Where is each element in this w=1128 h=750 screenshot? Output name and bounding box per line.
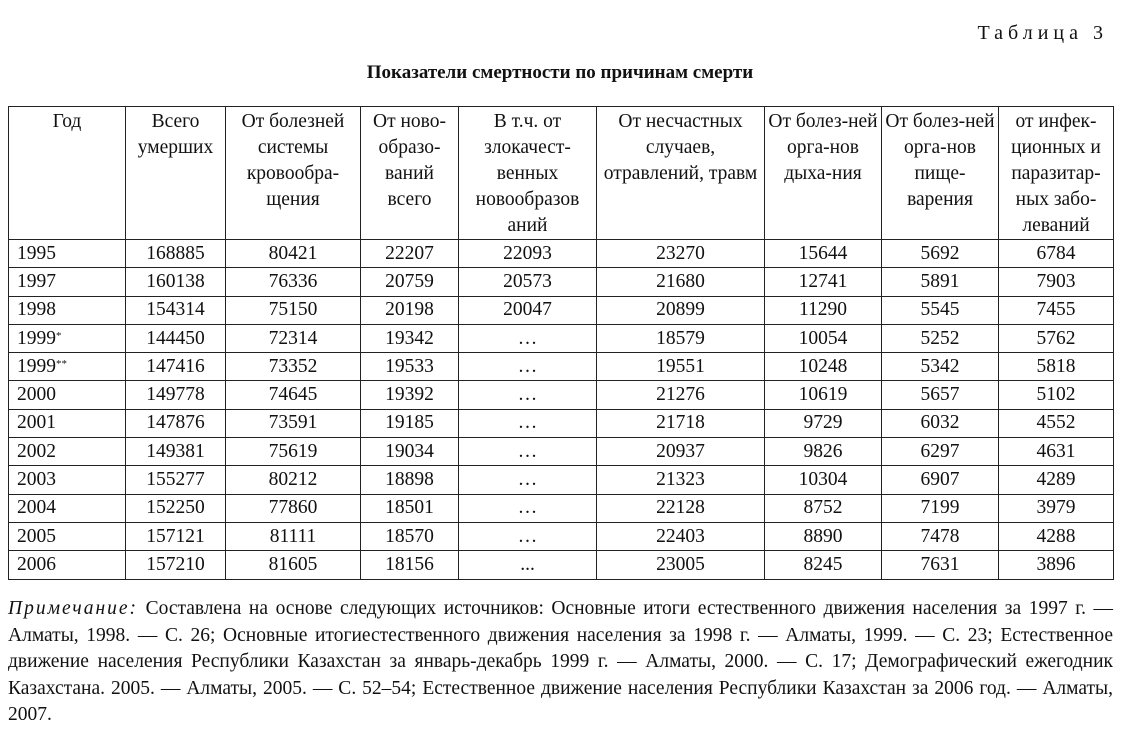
value-cell: 18570 [361,522,459,550]
value-cell: 6297 [882,438,999,466]
year-cell [9,409,126,437]
value-cell: 19034 [361,438,459,466]
value-cell: 5692 [882,240,999,268]
table-row [9,353,1114,381]
year-value: 2004 [17,497,56,519]
year-cell [9,268,126,296]
value-cell: ... [459,551,597,579]
value-cell: 80421 [226,240,361,268]
column-header: Всего умерших [126,107,226,240]
year-value: 2006 [17,553,56,575]
value-cell: 21276 [597,381,765,409]
value-cell: 4288 [999,522,1114,550]
value-cell: 152250 [126,494,226,522]
value-cell: 73352 [226,353,361,381]
value-cell: 147416 [126,353,226,381]
value-cell: 18898 [361,466,459,494]
table-row [9,268,1114,296]
column-header: От ново-образо-ваний всего [361,107,459,240]
table-row [9,522,1114,550]
table-row [9,466,1114,494]
table-row [9,296,1114,324]
value-cell: 76336 [226,268,361,296]
value-cell: 7455 [999,296,1114,324]
value-cell: 6907 [882,466,999,494]
value-cell: 5102 [999,381,1114,409]
column-header: Год [9,107,126,240]
value-cell: 11290 [765,296,882,324]
value-cell: … [459,494,597,522]
value-cell: 10248 [765,353,882,381]
value-cell: 22403 [597,522,765,550]
value-cell: 144450 [126,324,226,352]
year-cell [9,438,126,466]
value-cell: 18579 [597,324,765,352]
value-cell: 155277 [126,466,226,494]
value-cell: 19342 [361,324,459,352]
year-value: 2002 [17,440,56,462]
year-cell [9,466,126,494]
value-cell: 19185 [361,409,459,437]
value-cell: 10054 [765,324,882,352]
value-cell: 5545 [882,296,999,324]
value-cell: 15644 [765,240,882,268]
value-cell: 75150 [226,296,361,324]
column-header: От болезней системы кровообра-щения [226,107,361,240]
value-cell: 80212 [226,466,361,494]
value-cell: 19533 [361,353,459,381]
value-cell: 8245 [765,551,882,579]
value-cell: 7903 [999,268,1114,296]
value-cell: 7631 [882,551,999,579]
value-cell: 6032 [882,409,999,437]
value-cell: 157121 [126,522,226,550]
value-cell: 5342 [882,353,999,381]
value-cell: 12741 [765,268,882,296]
table-row [9,409,1114,437]
value-cell: 20937 [597,438,765,466]
value-cell: 19551 [597,353,765,381]
year-value: 2003 [17,469,56,491]
value-cell: 5252 [882,324,999,352]
year-value: 2001 [17,412,56,434]
value-cell: … [459,522,597,550]
value-cell: 21323 [597,466,765,494]
year-value: 2000 [17,384,56,406]
value-cell: 10304 [765,466,882,494]
table-row [9,494,1114,522]
value-cell: … [459,466,597,494]
value-cell: 72314 [226,324,361,352]
value-cell: 9729 [765,409,882,437]
value-cell: 20198 [361,296,459,324]
value-cell: 149778 [126,381,226,409]
year-cell [9,494,126,522]
column-header: От болез-ней орга-нов дыха-ния [765,107,882,240]
header-row [9,107,1114,240]
note-label: Примечание: [8,598,139,619]
value-cell: 5762 [999,324,1114,352]
value-cell: 21718 [597,409,765,437]
value-cell: 168885 [126,240,226,268]
value-cell: 75619 [226,438,361,466]
value-cell: … [459,324,597,352]
year-cell [9,551,126,579]
year-cell [9,522,126,550]
value-cell: 20573 [459,268,597,296]
value-cell: 81111 [226,522,361,550]
value-cell: 5657 [882,381,999,409]
value-cell: 9826 [765,438,882,466]
year-value: 1997 [17,270,56,292]
value-cell: 147876 [126,409,226,437]
year-value: 1998 [17,299,56,321]
year-cell [9,324,126,352]
table-number-label: Таблица 3 [977,22,1108,44]
value-cell: 5818 [999,353,1114,381]
value-cell: 10619 [765,381,882,409]
value-cell: 23005 [597,551,765,579]
value-cell: 77860 [226,494,361,522]
table-row [9,381,1114,409]
year-value: 1999 [17,355,56,377]
year-cell [9,296,126,324]
year-cell [9,381,126,409]
value-cell: 20047 [459,296,597,324]
value-cell: … [459,353,597,381]
value-cell: 22093 [459,240,597,268]
value-cell: 22128 [597,494,765,522]
value-cell: 20899 [597,296,765,324]
value-cell: 7478 [882,522,999,550]
value-cell: 19392 [361,381,459,409]
value-cell: 160138 [126,268,226,296]
year-cell [9,240,126,268]
table-row [9,240,1114,268]
column-header: От несчастных случаев, отравлений, травм [597,107,765,240]
value-cell: 4552 [999,409,1114,437]
value-cell: 154314 [126,296,226,324]
table-row [9,551,1114,579]
value-cell: 18156 [361,551,459,579]
value-cell: 6784 [999,240,1114,268]
value-cell: 74645 [226,381,361,409]
value-cell: 149381 [126,438,226,466]
value-cell: 73591 [226,409,361,437]
source-note [8,596,1113,729]
value-cell: 18501 [361,494,459,522]
value-cell: 21680 [597,268,765,296]
footnote-mark: * [56,329,62,342]
year-value: 1999 [17,327,56,349]
value-cell: 7199 [882,494,999,522]
value-cell: 81605 [226,551,361,579]
value-cell: 3979 [999,494,1114,522]
mortality-table [8,106,1114,580]
column-header: В т.ч. от злокачест-венных новообразов аний [459,107,597,240]
value-cell: 4289 [999,466,1114,494]
value-cell: 157210 [126,551,226,579]
table-row [9,324,1114,352]
year-value: 2005 [17,525,56,547]
column-header: от инфек-ционных и паразитар-ных забо-леваний [999,107,1114,240]
value-cell: 4631 [999,438,1114,466]
value-cell: … [459,438,597,466]
table-row [9,438,1114,466]
value-cell: … [459,409,597,437]
value-cell: 8890 [765,522,882,550]
year-value: 1995 [17,242,56,264]
value-cell: … [459,381,597,409]
value-cell: 22207 [361,240,459,268]
value-cell: 5891 [882,268,999,296]
value-cell: 8752 [765,494,882,522]
footnote-mark: ** [56,357,67,370]
value-cell: 23270 [597,240,765,268]
note-text: Составлена на основе следующих источников: Основные итоги естественного движения населения за 1997 г. — Алматы, 1998. — С. 26; Основные итогиестественного движения населения за 1998 г. — Алматы, 1999. — С. 23; Естественное движение населения Республики Казахстан за январь-декабрь 1999 г. — Алматы, 2000. — С. 17; Демографический ежегодник Казахстана. 2005. — Алматы, 2005. — С. 52–54; Естественное движение населения Республики Казахстан за 2006 год. — Алматы, 2007. [8,598,1113,725]
column-header: От болез-ней орга-нов пище-варения [882,107,999,240]
value-cell: 20759 [361,268,459,296]
table-body [9,240,1114,580]
table-title: Показатели смертности по причинам смерти [366,62,754,83]
value-cell: 3896 [999,551,1114,579]
year-cell [9,353,126,381]
